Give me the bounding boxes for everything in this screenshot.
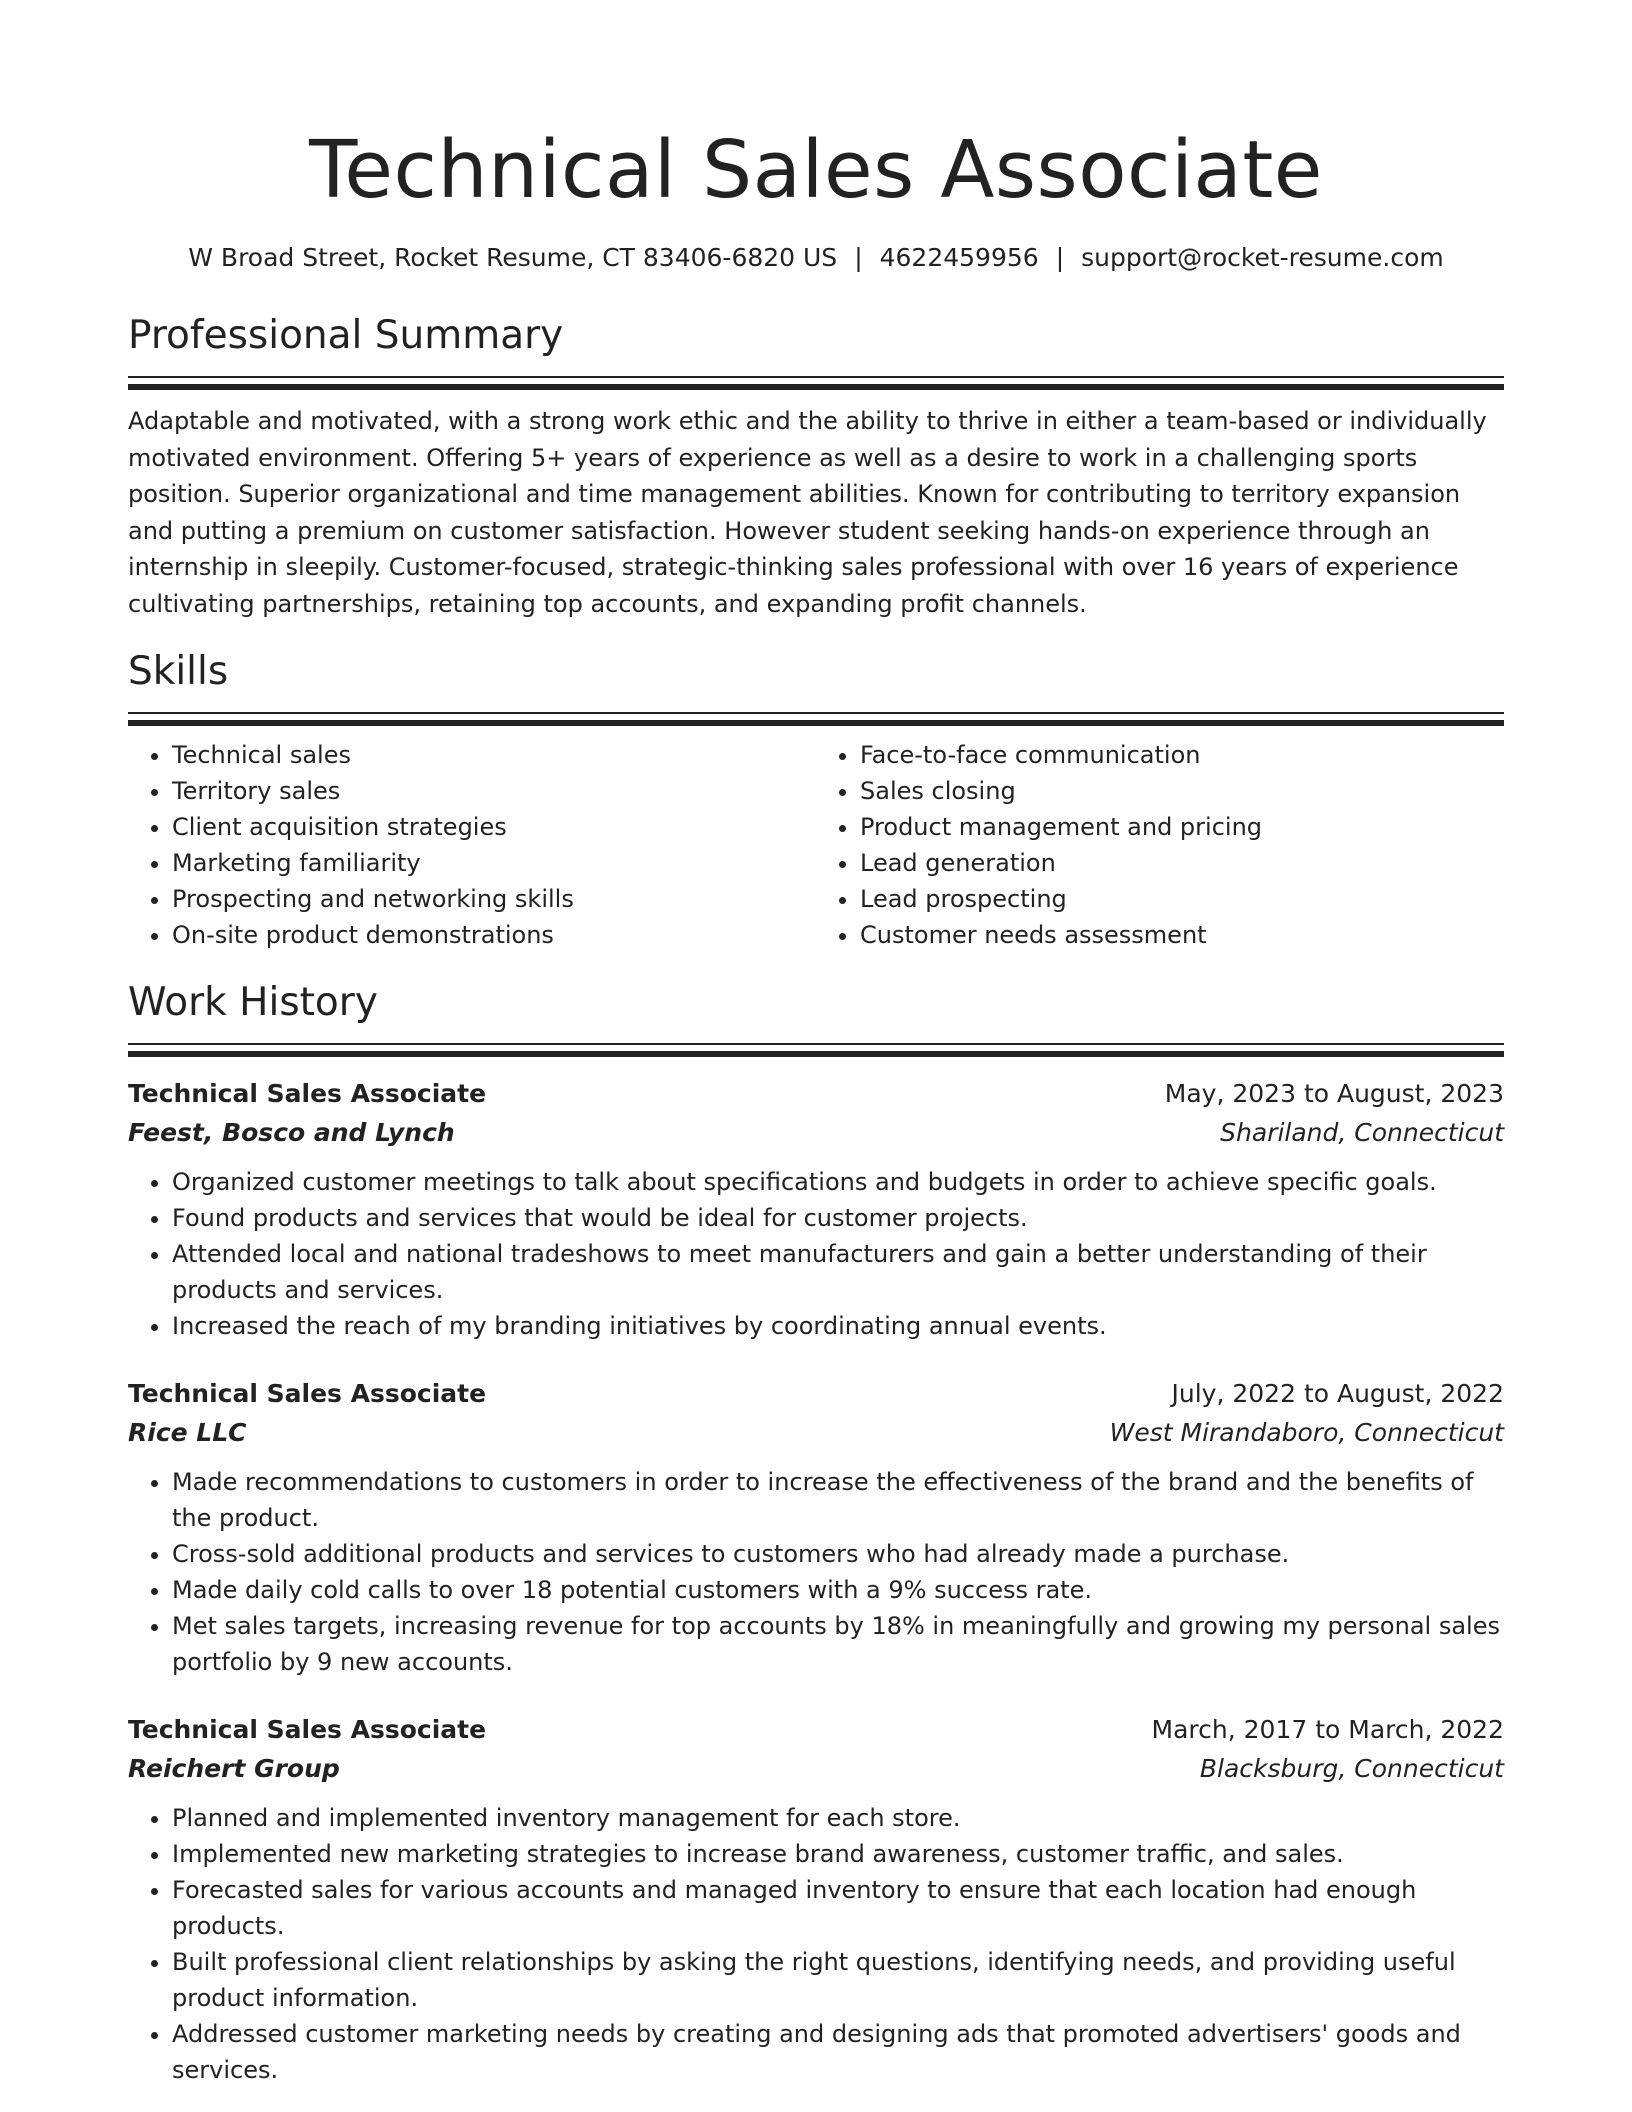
skill-item: • Marketing familiarity	[172, 845, 816, 881]
job-dates: May, 2023 to August, 2023	[1164, 1079, 1504, 1108]
job-company: Feest, Bosco and Lynch	[128, 1118, 455, 1147]
job-company-row	[128, 1750, 1504, 1788]
job-title: Technical Sales Associate	[128, 1379, 487, 1408]
job-location: West Mirandaboro, Connecticut	[1109, 1418, 1504, 1447]
contact-email: support@rocket-resume.com	[1081, 243, 1444, 272]
job-location: Blacksburg, Connecticut	[1199, 1754, 1504, 1783]
job-bullets	[128, 1800, 1504, 2088]
contact-line	[128, 240, 1504, 276]
contact-address: W Broad Street, Rocket Resume, CT 83406-6820 US	[188, 243, 838, 272]
summary-section	[128, 312, 1504, 622]
work-history-section	[128, 979, 1504, 2088]
skill-item: • Product management and pricing	[860, 809, 1504, 845]
job-location: Shariland, Connecticut	[1220, 1118, 1504, 1147]
skill-item: • Territory sales	[172, 773, 816, 809]
skills-column-right	[816, 737, 1504, 953]
job-company: Reichert Group	[128, 1754, 340, 1783]
job-bullet: • Increased the reach of my branding initiatives by coordinating annual events.	[172, 1308, 1504, 1344]
job-bullet: • Built professional client relationships by asking the right questions, identifying needs, and providing useful product information.	[172, 1944, 1504, 2016]
section-title-summary: Professional Summary	[128, 313, 564, 358]
section-title-work-history: Work History	[128, 980, 378, 1025]
contact-separator: |	[854, 243, 863, 272]
job-bullet: • Made recommendations to customers in order to increase the effectiveness of the brand and the benefits of the product.	[172, 1464, 1504, 1536]
section-divider	[128, 376, 1504, 389]
job-company-row	[128, 1414, 1504, 1452]
job-title: Technical Sales Associate	[128, 1715, 487, 1744]
job-bullet: • Planned and implemented inventory management for each store.	[172, 1800, 1504, 1836]
job-dates: March, 2017 to March, 2022	[1151, 1715, 1504, 1744]
skill-item: • Technical sales	[172, 737, 816, 773]
job-bullet: • Attended local and national tradeshows to meet manufacturers and gain a better understanding of their products and services.	[172, 1236, 1504, 1308]
job-company-row	[128, 1114, 1504, 1152]
contact-separator: |	[1055, 243, 1065, 272]
skill-item: • Customer needs assessment	[860, 917, 1504, 953]
summary-text: Adaptable and motivated, with a strong work ethic and the ability to thrive in either a team-based or individually motivated environment. Offering 5+ years of experience as well as a desire to work in a challenging sports position. Superior organizational and time management abilities. Known for contributing to territory expansion and putting a premium on customer satisfaction. However student seeking hands-on experience through an internship in sleepily. Customer-focused, strategic-thinking sales professional with over 16 years of experience cultivating partnerships, retaining top accounts, and expanding profit channels.	[128, 407, 1487, 618]
job-bullet: • Forecasted sales for various accounts and managed inventory to ensure that each location had enough products.	[172, 1872, 1504, 1944]
section-divider	[128, 712, 1504, 725]
skill-item: • Face-to-face communication	[860, 737, 1504, 773]
job-bullets	[128, 1464, 1504, 1680]
job-header-row	[128, 1374, 1504, 1414]
skill-item: • Sales closing	[860, 773, 1504, 809]
job-entry	[128, 1710, 1504, 2088]
job-bullets	[128, 1164, 1504, 1344]
job-bullet: • Implemented new marketing strategies to increase brand awareness, customer traffic, and sales.	[172, 1836, 1504, 1872]
skill-item: • Prospecting and networking skills	[172, 881, 816, 917]
resume-name: Technical Sales Associate	[309, 124, 1323, 216]
job-entry	[128, 1374, 1504, 1680]
skill-item: • Lead generation	[860, 845, 1504, 881]
job-entry	[128, 1074, 1504, 1344]
job-bullet: • Made daily cold calls to over 18 potential customers with a 9% success rate.	[172, 1572, 1504, 1608]
section-divider	[128, 1043, 1504, 1056]
job-bullet: • Found products and services that would be ideal for customer projects.	[172, 1200, 1504, 1236]
skill-item: • On-site product demonstrations	[172, 917, 816, 953]
job-bullet: • Met sales targets, increasing revenue for top accounts by 18% in meaningfully and growing my personal sales portfolio by 9 new accounts.	[172, 1608, 1504, 1680]
job-bullet: • Cross-sold additional products and services to customers who had already made a purchase.	[172, 1536, 1504, 1572]
skills-column-left	[128, 737, 816, 953]
job-bullet: • Addressed customer marketing needs by creating and designing ads that promoted advertisers' goods and services.	[172, 2016, 1504, 2088]
contact-phone: 4622459956	[879, 243, 1039, 272]
skills-list	[128, 737, 1504, 953]
job-company: Rice LLC	[128, 1418, 247, 1447]
job-bullet: • Organized customer meetings to talk about specifications and budgets in order to achieve specific goals.	[172, 1164, 1504, 1200]
job-title: Technical Sales Associate	[128, 1079, 487, 1108]
job-dates: July, 2022 to August, 2022	[1171, 1379, 1504, 1408]
skill-item: • Lead prospecting	[860, 881, 1504, 917]
job-header-row	[128, 1710, 1504, 1750]
job-header-row	[128, 1074, 1504, 1114]
skill-item: • Client acquisition strategies	[172, 809, 816, 845]
section-title-skills: Skills	[128, 649, 229, 694]
skills-section	[128, 648, 1504, 953]
